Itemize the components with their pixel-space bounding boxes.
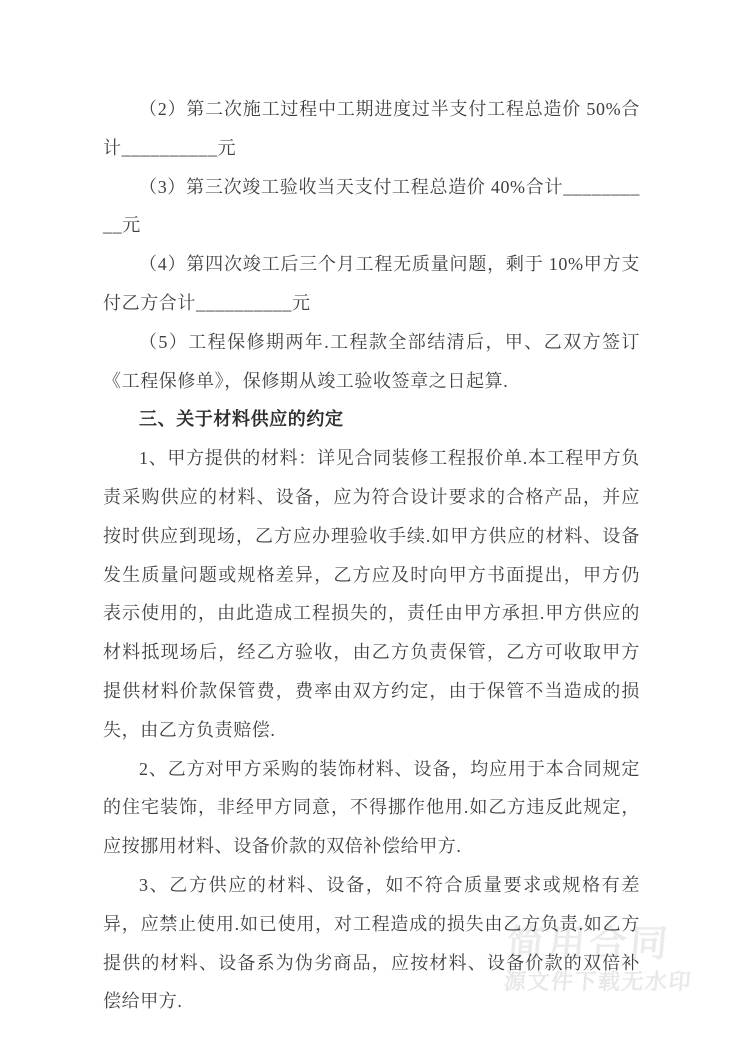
material-item-2-usage-restriction: 2、乙方对甲方采购的装饰材料、设备，均应用于本合同规定的住宅装饰，非经甲方同意，不得挪作他用.如乙方违反此规定，应按挪用材料、设备价款的双倍补偿给甲方. <box>103 758 640 857</box>
contract-body <box>103 90 640 1021</box>
watermark-title: 简用合同 <box>505 924 674 965</box>
material-item-1-party-a-supply: 1、甲方提供的材料：详见合同装修工程报价单.本工程甲方负责采购供应的材料、设备，应为符合设计要求的合格产品，并应按时供应到现场，乙方应办理验收手续.如甲方供应的材料、设备发生质量问题或规格差异，乙方应及时向甲方书面提出，甲方仍表示使用的，由此造成工程损失的，责任由甲方承担.甲方供应的材料抵现场后，经乙方验收，由乙方负责保管，乙方可收取甲方提供材料价款保管费，费率由双方约定，由于保管不当造成的损失，由乙方负责赔偿. <box>103 448 640 740</box>
clause-warranty-fifth: （5）工程保修期两年.工程款全部结清后，甲、乙双方签订《工程保修单》，保修期从竣工验收签章之日起算. <box>103 331 640 391</box>
section-heading-material-supply: 三、关于材料供应的约定 <box>139 409 344 430</box>
clause-payment-third: （3）第三次竣工验收当天支付工程总造价 40%合计__________元 <box>103 176 640 236</box>
material-item-3-party-b-supply: 3、乙方供应的材料、设备，如不符合质量要求或规格有差异，应禁止使用.如已使用，对工程造成的损失由乙方负责.如乙方提供的材料、设备系为伪劣商品，应按材料、设备价款的双倍补偿给甲方. <box>103 874 640 1012</box>
clause-payment-second: （2）第二次施工过程中工期进度过半支付工程总造价 50%合计__________元 <box>103 99 640 158</box>
clause-payment-fourth: （4）第四次竣工后三个月工程无质量问题，剩于 10%甲方支付乙方合计__________元 <box>103 254 640 313</box>
watermark-subtitle: 源文件下载无水印 <box>502 969 694 994</box>
